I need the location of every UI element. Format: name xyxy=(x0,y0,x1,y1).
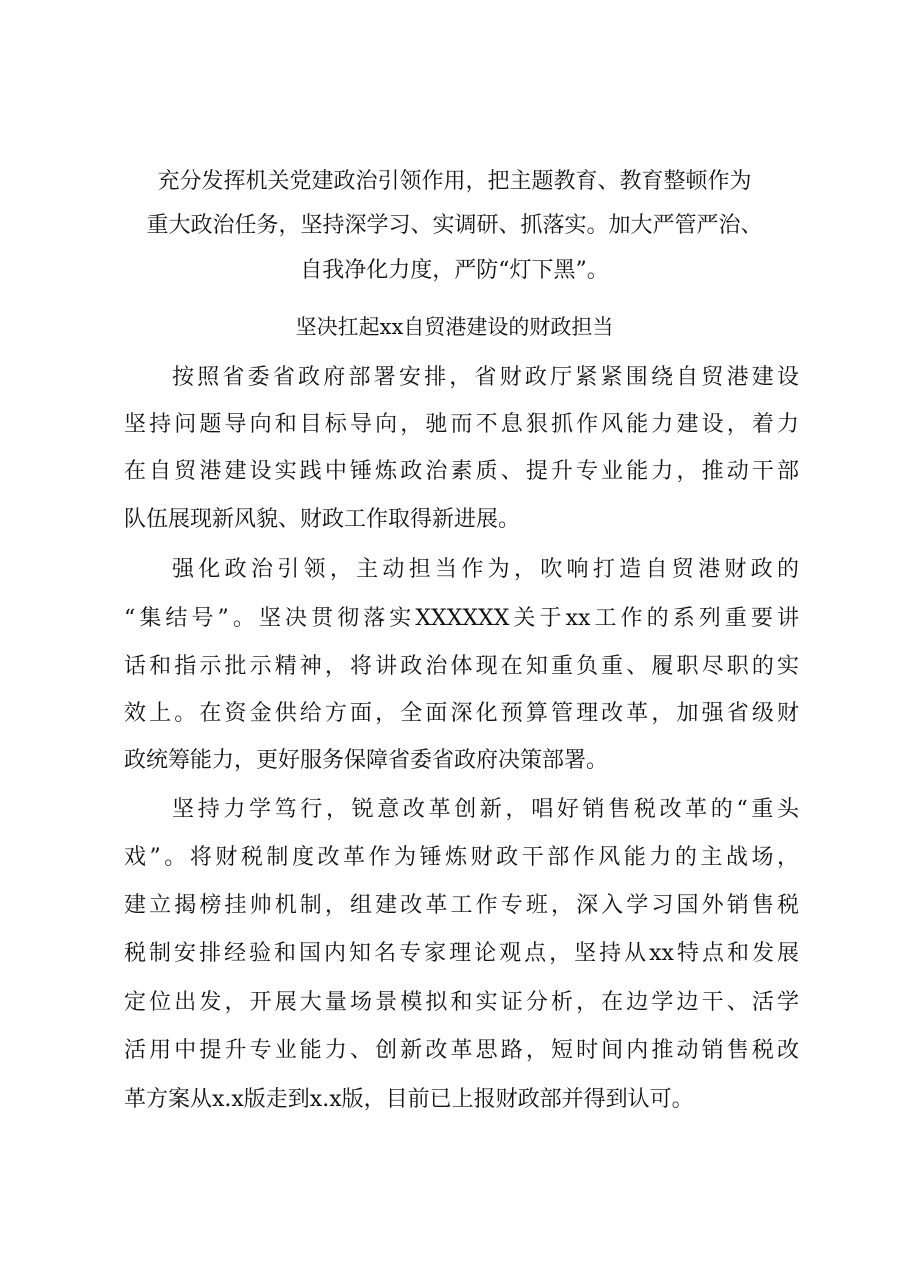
paragraph-3-line-6: 活用中提升专业能力、创新改革思路，短时间内推动销售税改 xyxy=(124,1038,799,1063)
paragraph-1-line-2: 坚持问题导向和目标导向，驰而不息狠抓作风能力建设，着力 xyxy=(124,412,799,437)
intro-line-1: 充分发挥机关党建政治引领作用，把主题教育、教育整顿作为 xyxy=(157,169,752,194)
paragraph-2-line-1: 强化政治引领，主动担当作为，吹响打造自贸港财政的 xyxy=(172,557,799,582)
intro-line-2: 重大政治任务，坚持深学习、实调研、抓落实。加大严管严治、 xyxy=(146,213,763,238)
section-heading: 坚决扛起xx自贸港建设的财政担当 xyxy=(295,315,614,339)
paragraph-2-line-5: 政统筹能力，更好服务保障省委省政府决策部署。 xyxy=(124,748,609,773)
paragraph-2-line-4: 效上。在资金供给方面，全面深化预算管理改革，加强省级财 xyxy=(124,701,799,726)
paragraph-1-line-3: 在自贸港建设实践中锤炼政治素质、提升专业能力，推动干部 xyxy=(124,459,799,484)
paragraph-1-line-1: 按照省委省政府部署安排，省财政厅紧紧围绕自贸港建设 xyxy=(172,365,799,390)
paragraph-3-line-7: 革方案从x.x版走到x.x版，目前已上报财政部并得到认可。 xyxy=(124,1087,694,1112)
paragraph-2-line-2: “集结号”。坚决贯彻落实XXXXXX关于xx工作的系列重要讲 xyxy=(124,606,799,631)
paragraph-3-line-5: 定位出发，开展大量场景模拟和实证分析，在边学边干、活学 xyxy=(124,990,799,1015)
paragraph-2-line-3: 话和指示批示精神，将讲政治体现在知重负重、履职尽职的实 xyxy=(124,654,799,679)
paragraph-3-line-3: 建立揭榜挂帅机制，组建改革工作专班，深入学习国外销售税 xyxy=(124,893,799,918)
paragraph-3-line-1: 坚持力学笃行，锐意改革创新，唱好销售税改革的“重头 xyxy=(172,797,799,822)
paragraph-3-line-4: 税制安排经验和国内知名专家理论观点，坚持从xx特点和发展 xyxy=(124,941,799,966)
intro-line-3: 自我净化力度，严防“灯下黑”。 xyxy=(300,258,609,283)
paragraph-1-line-4: 队伍展现新风貌、财政工作取得新进展。 xyxy=(124,507,521,532)
paragraph-3-line-2: 戏”。将财税制度改革作为锤炼财政干部作风能力的主战场， xyxy=(124,845,799,870)
